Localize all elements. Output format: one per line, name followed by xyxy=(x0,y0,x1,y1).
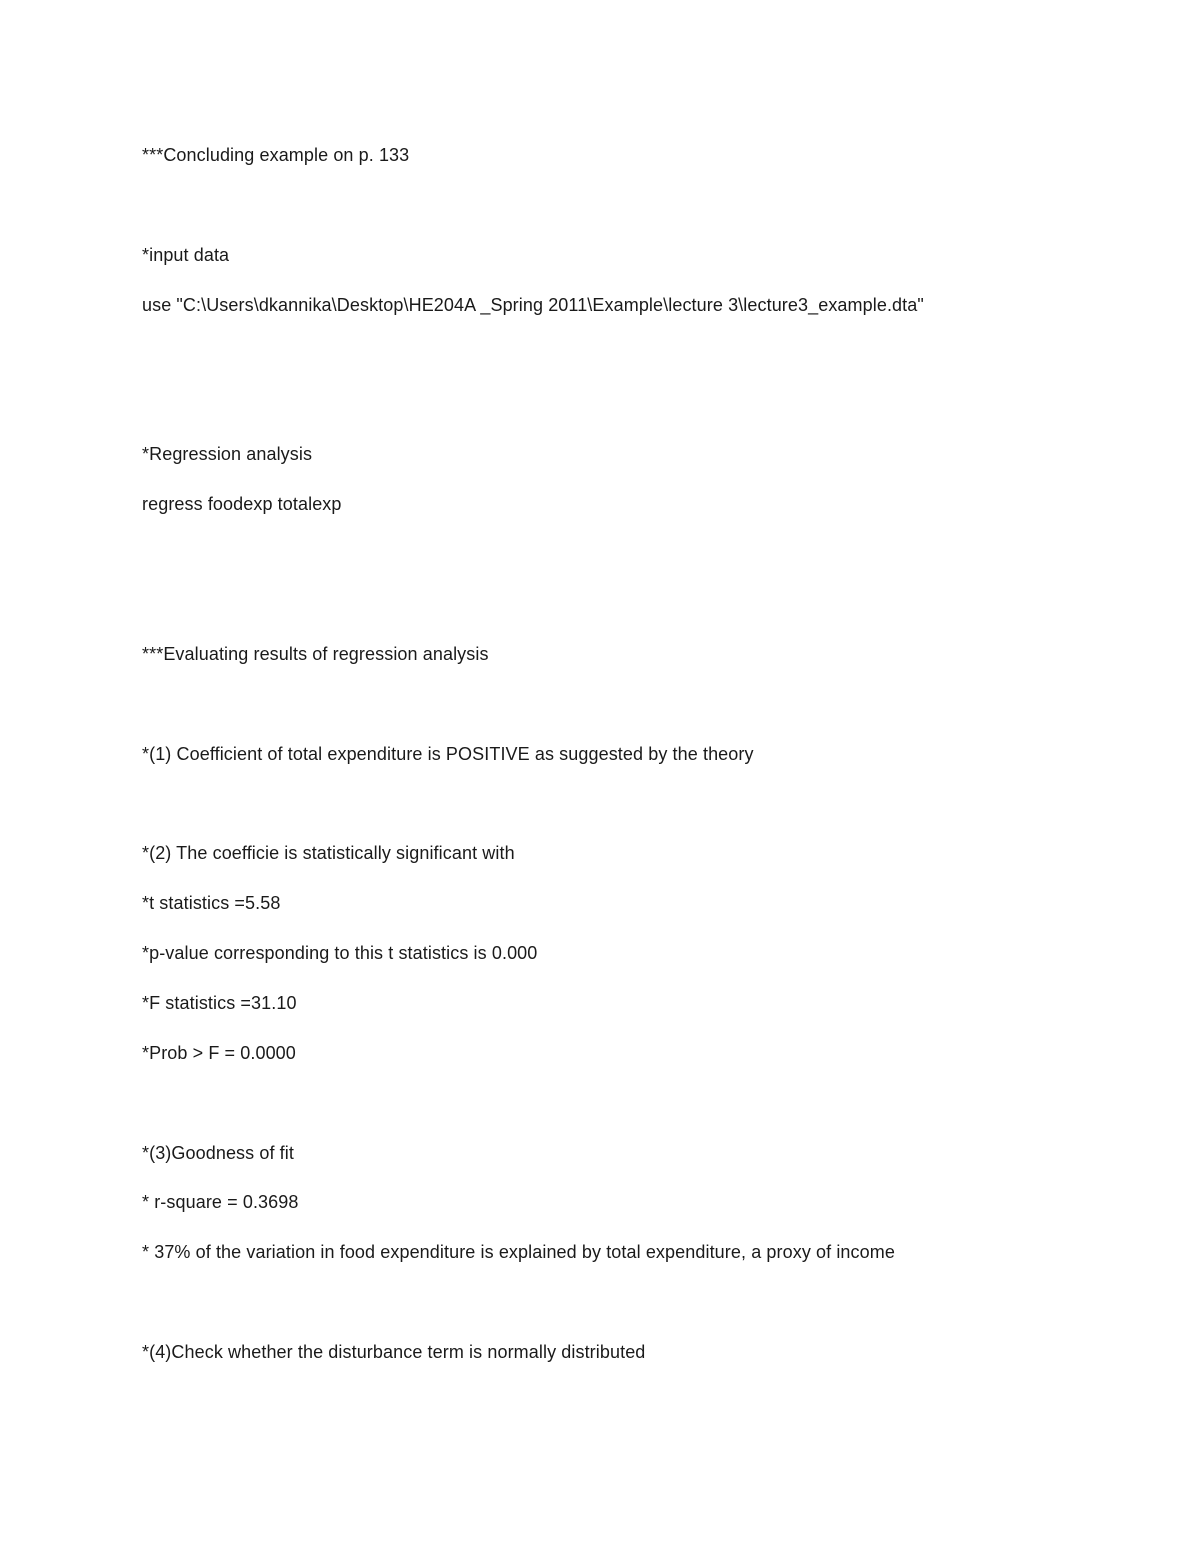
comment-regression-analysis: *Regression analysis xyxy=(142,444,313,464)
note-f-statistics: *F statistics =31.10 xyxy=(142,993,297,1013)
note-t-statistics: *t statistics =5.58 xyxy=(142,893,281,913)
heading-concluding-example: ***Concluding example on p. 133 xyxy=(142,145,410,165)
note-goodness-of-fit: *(3)Goodness of fit xyxy=(142,1143,294,1163)
note-variation-explained: * 37% of the variation in food expenditure is explained by total expenditure, a proxy of income xyxy=(142,1242,895,1262)
note-prob-f: *Prob > F = 0.0000 xyxy=(142,1043,296,1063)
command-regress: regress foodexp totalexp xyxy=(142,494,342,514)
note-coefficient-positive: *(1) Coefficient of total expenditure is POSITIVE as suggested by the theory xyxy=(142,744,754,764)
note-r-square: * r-square = 0.3698 xyxy=(142,1192,299,1212)
comment-input-data: *input data xyxy=(142,245,230,265)
command-use-file: use "C:\Users\dkannika\Desktop\HE204A _Spring 2011\Example\lecture 3\lecture3_example.dta" xyxy=(142,295,924,315)
note-p-value: *p-value corresponding to this t statistics is 0.000 xyxy=(142,943,538,963)
note-statistically-significant: *(2) The coefficie is statistically significant with xyxy=(142,843,515,863)
note-disturbance-term: *(4)Check whether the disturbance term is normally distributed xyxy=(142,1342,646,1362)
heading-evaluating-results: ***Evaluating results of regression analysis xyxy=(142,644,489,664)
